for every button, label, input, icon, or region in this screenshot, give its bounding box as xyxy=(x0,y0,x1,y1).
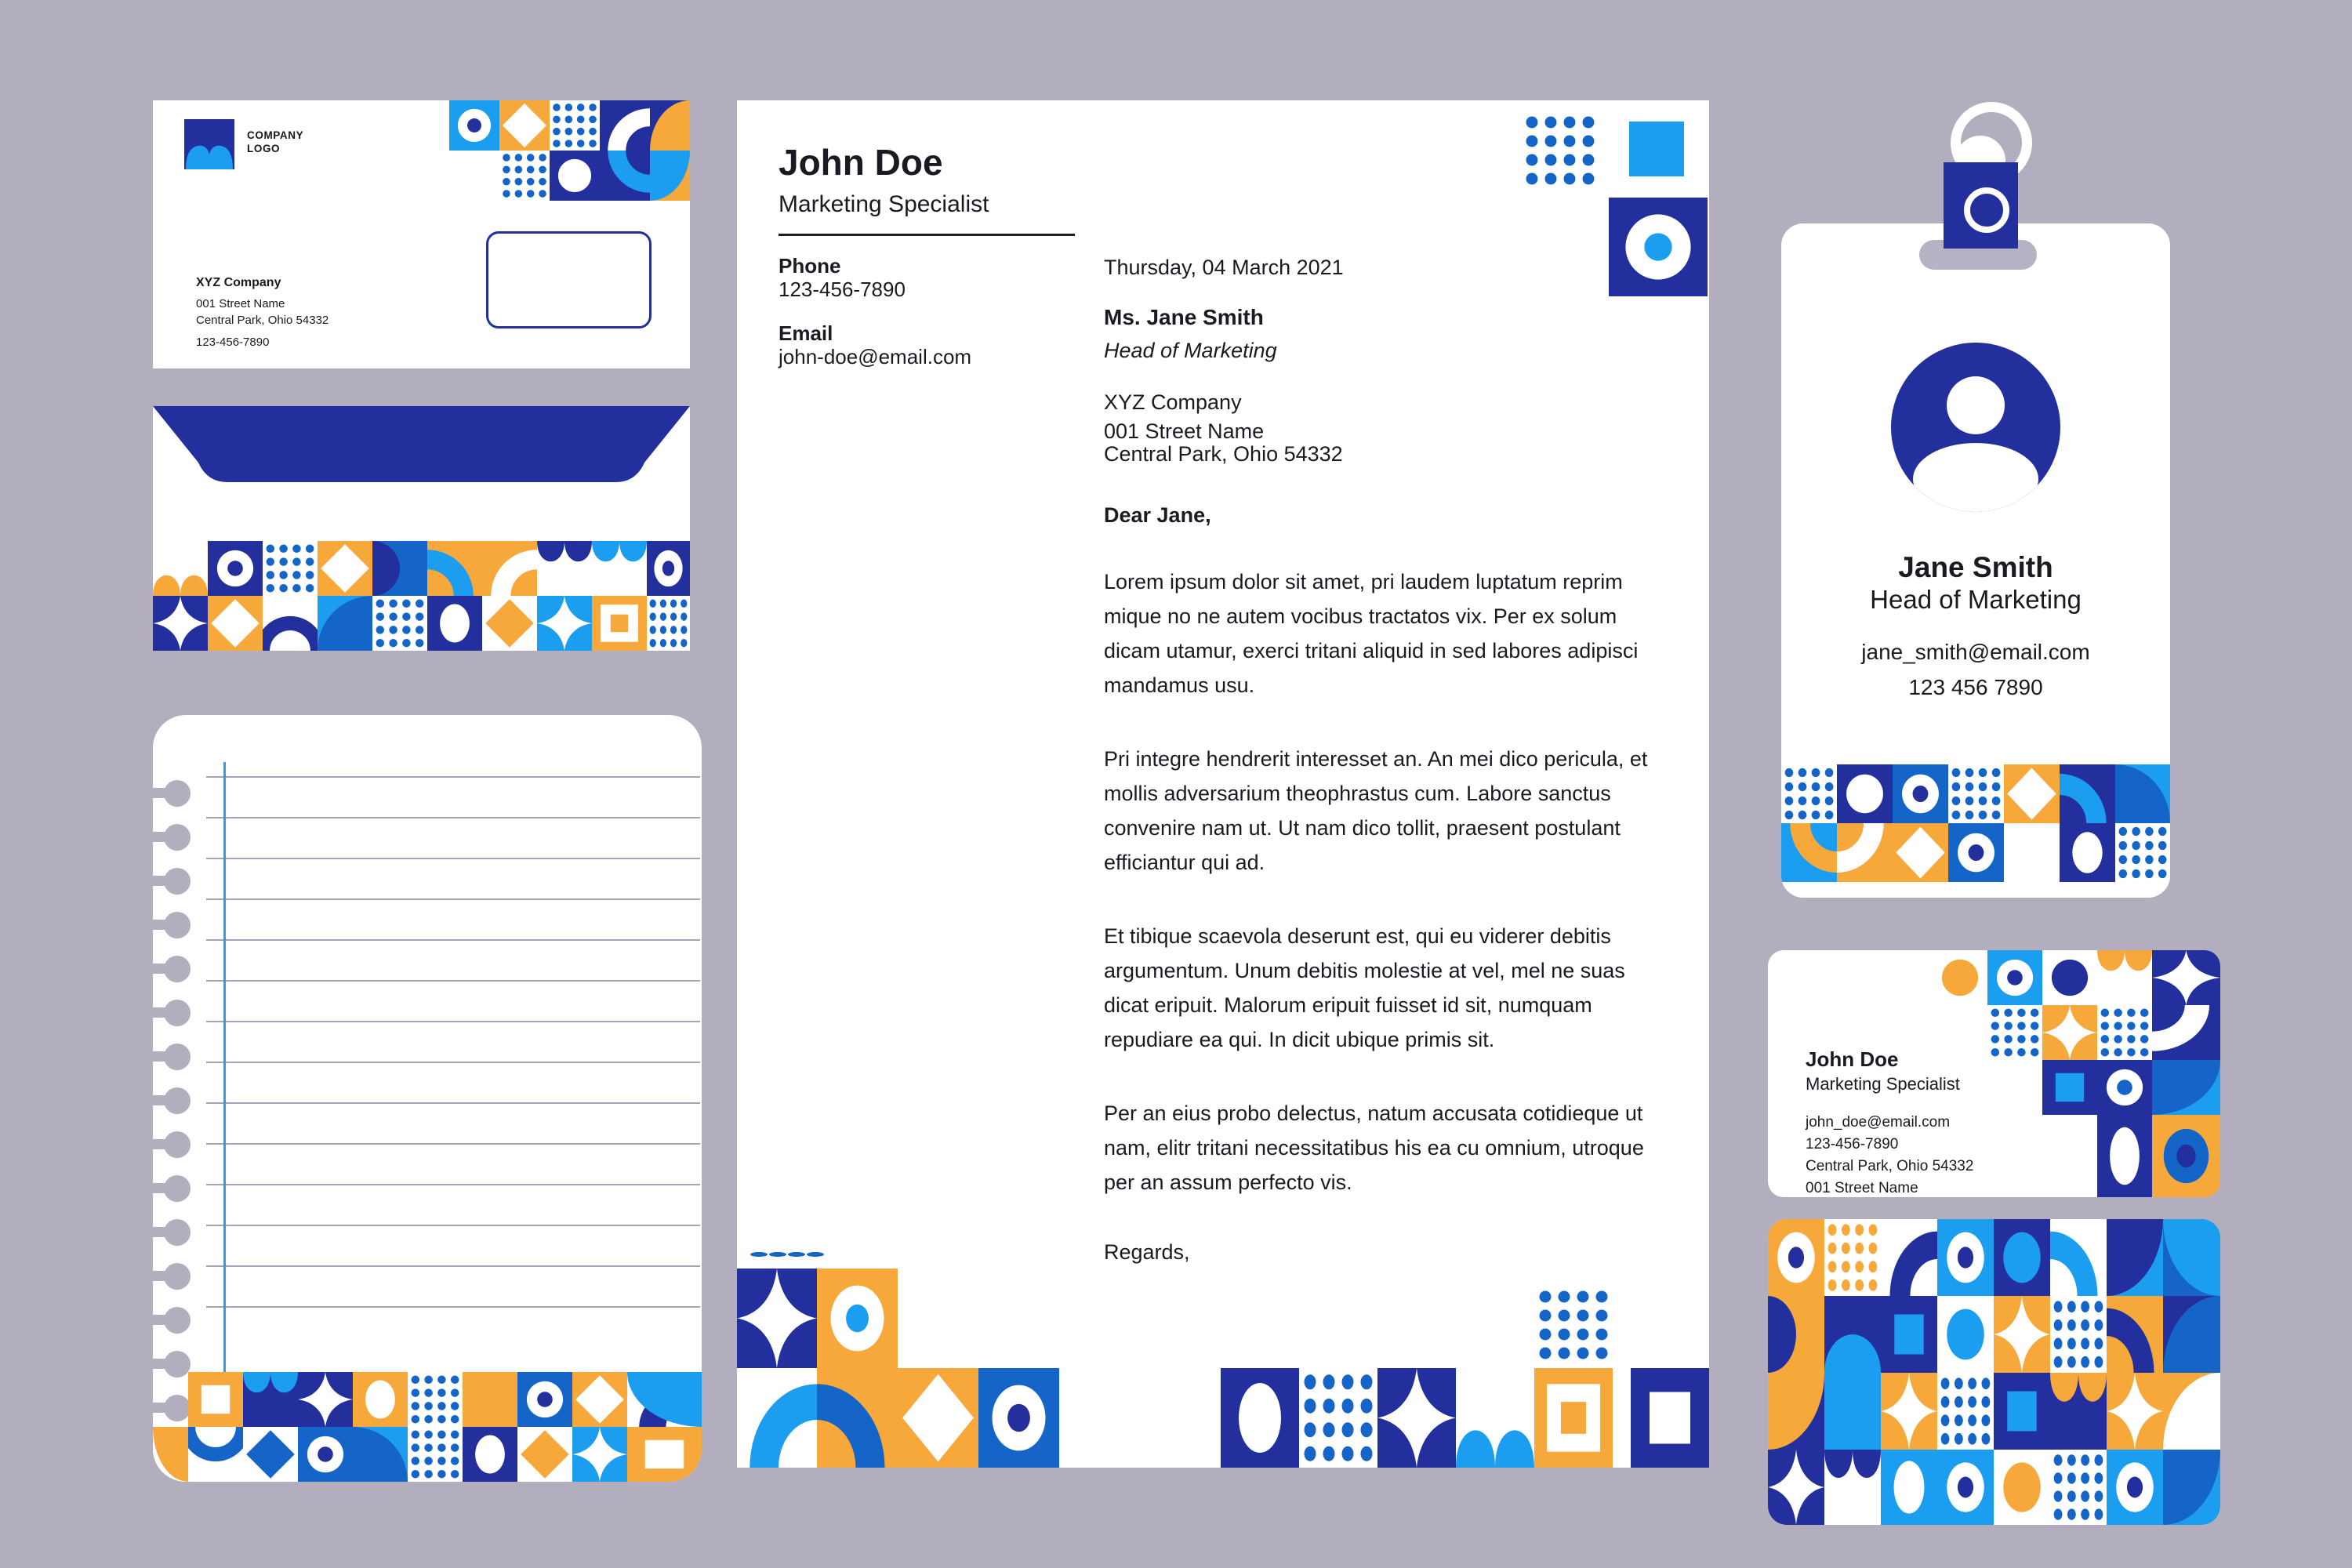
binder-hole xyxy=(164,1263,191,1290)
mosaic-tile xyxy=(1893,764,1948,823)
business-card xyxy=(1768,950,2220,1197)
salutation: Dear Jane, xyxy=(1104,503,1211,527)
sender-address-line2: Central Park, Ohio 54332 xyxy=(196,314,329,327)
mosaic-tile xyxy=(1948,764,2004,823)
mosaic-tile xyxy=(188,1427,243,1482)
mosaic-tile xyxy=(2152,950,2220,1005)
envelope-flap xyxy=(153,406,690,482)
mosaic-tile xyxy=(1881,1373,1937,1450)
mosaic-tile xyxy=(737,1368,817,1468)
mosaic-tile xyxy=(737,1269,817,1368)
pattern-card-mosaic xyxy=(1768,1219,2220,1525)
mosaic-tile xyxy=(482,541,537,596)
paragraph-3: Et tibique scaevola deserunt est, qui eu viderer debitis argumentum. Unum debitis molestie at vel, mel ne suas dicat eripuit. Malorum eripuit fuisset id sit, numquam repudiare ea qui. In dicit ubique primis sit. xyxy=(1104,924,1625,1051)
mosaic-tile xyxy=(2042,1005,2097,1060)
mosaic-tile xyxy=(1933,950,1987,1005)
mosaic-tile xyxy=(1937,1296,1994,1373)
mosaic-tile xyxy=(1994,1219,2050,1296)
mosaic-tile xyxy=(517,1427,572,1482)
mosaic-tile xyxy=(1987,1005,2042,1060)
mosaic-tile xyxy=(1994,1296,2050,1373)
mosaic-tile xyxy=(243,1372,298,1427)
mosaic-tile xyxy=(1781,823,1837,882)
paragraph-4: Per an eius probo delectus, natum accusata cotidieque ut nam, elitr tritani necessitatibus his ea cu omnium, utroque per an assum perfecto vis. xyxy=(1104,1102,1644,1194)
binder-hole xyxy=(164,1000,191,1026)
recipient-title: Head of Marketing xyxy=(1104,339,1277,362)
mosaic-tile xyxy=(188,1372,243,1427)
ruled-line xyxy=(206,980,700,982)
mosaic-tile xyxy=(2097,1115,2152,1197)
binder-hole xyxy=(164,1219,191,1246)
badge-text xyxy=(1781,551,2170,700)
mosaic-tile xyxy=(1781,764,1837,823)
mosaic-tile xyxy=(1824,1450,1881,1525)
mosaic-tile xyxy=(1994,1450,2050,1525)
notepad-pattern xyxy=(153,715,702,1482)
mosaic-tile xyxy=(517,1372,572,1427)
binder-hole xyxy=(164,1087,191,1114)
mosaic-tile xyxy=(1937,1450,1994,1525)
binder-hole xyxy=(164,912,191,938)
mosaic-tile xyxy=(298,1372,353,1427)
stamp-box xyxy=(486,231,652,328)
mosaic-tile xyxy=(1881,1296,1937,1373)
mosaic-tile xyxy=(748,1243,826,1265)
sender-phone: 123-456-7890 xyxy=(196,336,270,349)
email-label: Email xyxy=(779,321,833,345)
mosaic-tile xyxy=(1937,1219,1994,1296)
ruled-line xyxy=(206,1306,700,1308)
mosaic-tile xyxy=(1631,1368,1709,1468)
mosaic-tile xyxy=(1377,1368,1456,1468)
binder-hole xyxy=(164,868,191,895)
mosaic-tile xyxy=(153,596,208,651)
mosaic-tile xyxy=(627,1372,702,1427)
sender-company: XYZ Company xyxy=(196,276,281,289)
ruled-line xyxy=(206,1184,700,1185)
envelope-back xyxy=(153,406,690,651)
mosaic-tile xyxy=(318,541,372,596)
company-logo-icon xyxy=(184,119,234,169)
mosaic-tile xyxy=(2050,1373,2107,1450)
recipient-company: XYZ Company xyxy=(1104,390,1242,414)
card-title: Marketing Specialist xyxy=(1806,1074,1960,1094)
mosaic-tile xyxy=(408,1427,463,1482)
recipient-address-line2: Central Park, Ohio 54332 xyxy=(1104,442,1343,466)
header-divider xyxy=(779,234,1075,236)
mosaic-tile xyxy=(2050,1219,2107,1296)
mosaic-tile xyxy=(2107,1450,2163,1525)
mosaic-tile xyxy=(208,541,263,596)
ruled-line xyxy=(206,1143,700,1145)
mosaic-tile xyxy=(817,1269,898,1368)
mosaic-tile xyxy=(2152,1005,2220,1060)
letterhead-page xyxy=(737,100,1709,1468)
mosaic-tile xyxy=(1629,122,1684,176)
mosaic-tile xyxy=(537,596,592,651)
letterhead-contact xyxy=(779,254,971,368)
mosaic-tile xyxy=(647,541,690,596)
ruled-line xyxy=(206,817,700,818)
mosaic-tile xyxy=(1987,950,2042,1005)
mosaic-tile xyxy=(372,541,427,596)
mosaic-tile xyxy=(153,541,208,596)
logo-line2: LOGO xyxy=(247,143,281,154)
mosaic-tile xyxy=(2060,823,2115,882)
mosaic-tile xyxy=(1299,1368,1377,1468)
mosaic-tile xyxy=(898,1368,978,1468)
paragraph-1: Lorem ipsum dolor sit amet, pri laudem luptatum reprim mique no ne autem vocibus tractatos vix. Per ex solum dicam utamur, exerci tritani aliquid in sed labores adipisci mandamus usu. xyxy=(1104,570,1639,697)
phone-value: 123-456-7890 xyxy=(779,278,906,301)
ruled-line xyxy=(206,1265,700,1267)
binder-hole xyxy=(164,1175,191,1202)
mosaic-tile xyxy=(1881,1219,1937,1296)
mosaic-tile xyxy=(1768,1219,1824,1296)
logo-line1: COMPANY xyxy=(247,129,304,141)
mosaic-tile xyxy=(243,1427,298,1482)
person-avatar-icon xyxy=(1891,343,2060,512)
notepad-page xyxy=(153,715,702,1482)
binder-hole xyxy=(164,824,191,851)
recipient-name: Ms. Jane Smith xyxy=(1104,305,1264,329)
mosaic-tile xyxy=(1994,1373,2050,1450)
badge-card xyxy=(1781,223,2170,898)
mosaic-tile xyxy=(572,1372,627,1427)
margin-line xyxy=(223,762,226,1480)
letterhead-name: John Doe xyxy=(779,142,943,183)
card-contact xyxy=(1806,1112,1973,1200)
mosaic-tile xyxy=(2004,823,2060,882)
mosaic-tile xyxy=(592,596,647,651)
badge-phone: 123 456 7890 xyxy=(1908,675,2043,699)
sender-address xyxy=(196,274,328,350)
mosaic-tile xyxy=(1456,1368,1534,1468)
card-name: John Doe xyxy=(1806,1047,1899,1071)
mosaic-tile xyxy=(263,596,318,651)
badge-email: jane_smith@email.com xyxy=(1861,640,2090,664)
letter-body xyxy=(1104,254,1656,1265)
mosaic-tile xyxy=(1768,1450,1824,1525)
mosaic-tile xyxy=(298,1427,353,1482)
pattern-card xyxy=(1768,1219,2220,1525)
mosaic-tile xyxy=(2050,1296,2107,1373)
mosaic-tile xyxy=(1824,1219,1881,1296)
binder-hole xyxy=(164,1044,191,1070)
phone-label: Phone xyxy=(779,254,841,278)
mosaic-tile xyxy=(2004,764,2060,823)
card-phone: 123-456-7890 xyxy=(1806,1136,1899,1152)
ruled-line xyxy=(206,1225,700,1226)
mosaic-tile xyxy=(2042,950,2097,1005)
mosaic-tile xyxy=(592,541,647,596)
letter-date: Thursday, 04 March 2021 xyxy=(1104,256,1344,279)
mosaic-tile xyxy=(1837,764,1893,823)
mosaic-tile xyxy=(550,100,600,151)
binder-hole xyxy=(164,1395,191,1421)
ruled-line xyxy=(206,939,700,941)
mosaic-tile xyxy=(647,596,690,651)
mosaic-tile xyxy=(537,541,592,596)
mosaic-tile xyxy=(1768,1296,1824,1373)
mosaic-tile xyxy=(499,100,550,151)
binder-hole xyxy=(164,1351,191,1377)
mosaic-tile xyxy=(2163,1450,2220,1525)
mosaic-tile xyxy=(2107,1296,2163,1373)
mosaic-tile xyxy=(1824,1296,1881,1373)
mosaic-tile xyxy=(1534,1368,1613,1468)
mosaic-tile xyxy=(2107,1373,2163,1450)
ruled-line xyxy=(206,776,700,778)
mosaic-tile xyxy=(427,596,482,651)
mosaic-tile xyxy=(2163,1219,2220,1296)
mosaic-tile xyxy=(372,596,427,651)
letter-closing: Regards, xyxy=(1104,1240,1190,1264)
mosaic-tile xyxy=(650,151,690,201)
badge-name: Jane Smith xyxy=(1898,551,2053,583)
mosaic-tile xyxy=(627,1427,702,1482)
card-address-line1: Central Park, Ohio 54332 xyxy=(1806,1158,1974,1174)
mosaic-tile xyxy=(550,151,600,201)
mosaic-tile xyxy=(463,1372,517,1427)
badge-title: Head of Marketing xyxy=(1870,585,2082,614)
clip-hole-icon xyxy=(1964,187,2009,233)
mosaic-tile xyxy=(2042,1060,2097,1115)
mosaic-tile xyxy=(2097,950,2152,1005)
mosaic-tile xyxy=(482,596,537,651)
binder-hole xyxy=(164,780,191,807)
id-badge xyxy=(1781,223,2170,898)
ruled-line xyxy=(206,1021,700,1022)
mosaic-tile xyxy=(2097,1005,2152,1060)
mosaic-tile xyxy=(1534,1286,1613,1364)
mosaic-tile xyxy=(463,1427,517,1482)
mosaic-tile xyxy=(353,1427,408,1482)
letterhead-title: Marketing Specialist xyxy=(779,191,989,217)
mosaic-tile xyxy=(2107,1219,2163,1296)
mosaic-tile xyxy=(153,1427,188,1482)
mosaic-tile xyxy=(978,1368,1059,1468)
mosaic-tile xyxy=(1521,111,1599,190)
mosaic-tile xyxy=(408,1372,463,1427)
mosaic-tile xyxy=(427,541,482,596)
mosaic-tile xyxy=(1837,823,1893,882)
mosaic-tile xyxy=(2115,764,2170,823)
mosaic-tile xyxy=(1893,823,1948,882)
mosaic-tile xyxy=(817,1368,898,1468)
mosaic-tile xyxy=(1881,1450,1937,1525)
mosaic-tile xyxy=(353,1372,408,1427)
mosaic-tile xyxy=(2163,1296,2220,1373)
mosaic-tile xyxy=(650,100,690,151)
sender-address-line1: 001 Street Name xyxy=(196,297,285,310)
mosaic-tile xyxy=(1768,1373,1824,1450)
mosaic-tile xyxy=(572,1427,627,1482)
mosaic-tile xyxy=(2097,1060,2152,1115)
card-email: john_doe@email.com xyxy=(1806,1114,1951,1131)
binder-hole xyxy=(164,956,191,982)
ruled-line xyxy=(206,898,700,900)
badge-clip-icon xyxy=(1944,162,2018,249)
mosaic-tile xyxy=(208,596,263,651)
mosaic-tile xyxy=(449,100,499,151)
binder-hole xyxy=(164,1131,191,1158)
mosaic-tile xyxy=(499,151,550,201)
mosaic-tile xyxy=(2050,1450,2107,1525)
mosaic-tile xyxy=(2152,1115,2220,1197)
mosaic-tile xyxy=(1221,1368,1299,1468)
mosaic-tile xyxy=(263,541,318,596)
mosaic-tile xyxy=(1824,1373,1881,1450)
email-value: john-doe@email.com xyxy=(779,345,972,368)
paragraph-2: Pri integre hendrerit interesset an. An mei dico pericula, et mollis adversarium theophrastus cum. Labore sanctus convenire nam ut. Ut nam dico tollit, praesent postulant efficiantur qui ad. xyxy=(1104,747,1648,874)
mosaic-tile xyxy=(1948,823,2004,882)
recipient-address-line1: 001 Street Name xyxy=(1104,419,1265,443)
mosaic-tile xyxy=(2060,764,2115,823)
ruled-line xyxy=(206,1102,700,1104)
envelope-front xyxy=(153,100,690,368)
ruled-line xyxy=(206,1062,700,1063)
ruled-line xyxy=(206,858,700,859)
mosaic-tile xyxy=(2163,1373,2220,1450)
binder-hole xyxy=(164,1307,191,1334)
mosaic-tile xyxy=(600,100,650,151)
mosaic-tile xyxy=(2152,1060,2220,1115)
mosaic-tile xyxy=(2115,823,2170,882)
mosaic-tile xyxy=(1937,1373,1994,1450)
company-logo-text xyxy=(247,129,303,155)
mosaic-tile xyxy=(600,151,650,201)
card-address-line2: 001 Street Name xyxy=(1806,1180,1918,1196)
mosaic-tile xyxy=(318,596,372,651)
